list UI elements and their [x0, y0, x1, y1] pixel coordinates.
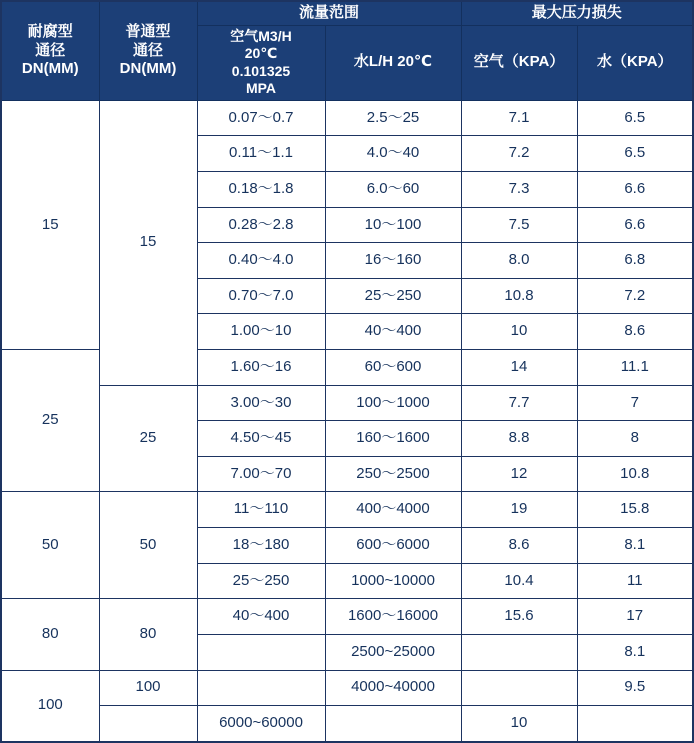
air-pressure-cell: 12 — [461, 456, 577, 492]
table-row — [1, 670, 693, 706]
normal-dn-cell: 100 — [99, 670, 197, 706]
air-flow-cell — [197, 634, 325, 670]
header-row-top — [1, 1, 693, 25]
water-flow-cell: 2.5～25 — [325, 100, 461, 136]
normal-dn-cell: 15 — [99, 100, 197, 385]
air-pressure-cell — [325, 706, 461, 742]
air-flow-cell: 1.60～16 — [197, 350, 325, 386]
header-normal-dn — [99, 1, 197, 100]
table-row — [1, 100, 693, 136]
air-flow-cell: 7.00～70 — [197, 456, 325, 492]
table-row — [1, 385, 693, 421]
air-flow-cell: 0.40～4.0 — [197, 243, 325, 279]
water-flow-cell: 25～250 — [325, 278, 461, 314]
header-group-max-pressure-loss: 最大压力损失 — [461, 1, 693, 25]
normal-dn-cell: 50 — [99, 492, 197, 599]
air-flow-cell: 1.00～10 — [197, 314, 325, 350]
air-flow-cell: 3.00～30 — [197, 385, 325, 421]
air-flow-cell — [197, 670, 325, 706]
header-normal-line-2: 通径 — [132, 41, 163, 59]
water-pressure-cell: 9.5 — [577, 670, 693, 706]
water-pressure-cell: 7.2 — [577, 278, 693, 314]
air-flow-cell: 0.70～7.0 — [197, 278, 325, 314]
water-flow-cell: 1600～16000 — [325, 599, 461, 635]
normal-dn-cell: 25 — [99, 385, 197, 492]
water-flow-cell: 10～100 — [325, 207, 461, 243]
table-row — [1, 492, 693, 528]
water-flow-cell: 6000~60000 — [197, 706, 325, 742]
water-flow-cell: 4000~40000 — [325, 670, 461, 706]
table-header — [1, 1, 693, 100]
water-flow-cell: 6.0～60 — [325, 171, 461, 207]
air-pressure-cell: 10.4 — [461, 563, 577, 599]
air-flow-cell: 25～250 — [197, 563, 325, 599]
table-body — [1, 100, 693, 742]
air-pressure-cell: 15.6 — [461, 599, 577, 635]
header-air-pressure: 空气（KPA） — [461, 25, 577, 100]
water-pressure-cell: 6.8 — [577, 243, 693, 279]
water-flow-cell: 60～600 — [325, 350, 461, 386]
corrosion-dn-cell: 25 — [1, 350, 99, 492]
water-flow-cell: 600～6000 — [325, 528, 461, 564]
water-pressure-cell: 11 — [577, 563, 693, 599]
air-pressure-cell — [461, 634, 577, 670]
water-flow-cell: 400～4000 — [325, 492, 461, 528]
air-flow-cell: 0.28～2.8 — [197, 207, 325, 243]
normal-dn-cell: 80 — [99, 599, 197, 670]
header-group-flow-range: 流量范围 — [197, 1, 461, 25]
water-flow-cell: 250～2500 — [325, 456, 461, 492]
air-flow-cell: 0.07～0.7 — [197, 100, 325, 136]
water-pressure-cell: 8.1 — [577, 634, 693, 670]
air-pressure-cell: 7.7 — [461, 385, 577, 421]
air-flow-cell: 40～400 — [197, 599, 325, 635]
air-pressure-cell: 7.5 — [461, 207, 577, 243]
air-pressure-cell — [461, 670, 577, 706]
header-normal-line-3: DN(MM) — [119, 60, 177, 78]
corrosion-dn-cell: 15 — [1, 100, 99, 349]
header-air-flow-line-2: 20℃ — [244, 45, 278, 62]
corrosion-dn-cell: 50 — [1, 492, 99, 599]
air-pressure-cell: 14 — [461, 350, 577, 386]
header-air-flow — [197, 25, 325, 100]
water-pressure-cell: 8 — [577, 421, 693, 457]
water-pressure-cell: 10.8 — [577, 456, 693, 492]
corrosion-dn-cell: 80 — [1, 599, 99, 670]
air-flow-cell: 18～180 — [197, 528, 325, 564]
header-corrosion-dn — [1, 1, 99, 100]
water-pressure-cell: 8.6 — [577, 314, 693, 350]
air-flow-cell: 11～110 — [197, 492, 325, 528]
header-air-flow-line-1: 空气M3/H — [230, 27, 292, 44]
water-pressure-cell: 6.5 — [577, 136, 693, 172]
header-water-flow: 水L/H 20℃ — [325, 25, 461, 100]
table-row — [1, 599, 693, 635]
air-flow-cell: 4.50～45 — [197, 421, 325, 457]
water-flow-cell: 40～400 — [325, 314, 461, 350]
header-air-flow-line-4: MPA — [245, 80, 277, 97]
air-flow-cell: 0.11～1.1 — [197, 136, 325, 172]
table-row — [1, 706, 693, 742]
air-pressure-cell: 10.8 — [461, 278, 577, 314]
header-corrosion-line-3: DN(MM) — [21, 60, 79, 78]
corrosion-dn-cell: 100 — [1, 670, 99, 742]
water-pressure-cell: 6.6 — [577, 207, 693, 243]
water-flow-cell: 2500~25000 — [325, 634, 461, 670]
water-pressure-cell: 7 — [577, 385, 693, 421]
water-pressure-cell: 6.5 — [577, 100, 693, 136]
air-flow-cell — [99, 706, 197, 742]
water-flow-cell: 4.0～40 — [325, 136, 461, 172]
header-normal-line-1: 普通型 — [125, 22, 171, 40]
water-flow-cell: 16～160 — [325, 243, 461, 279]
water-flow-cell: 1000~10000 — [325, 563, 461, 599]
air-pressure-cell: 10 — [461, 314, 577, 350]
air-pressure-cell: 8.0 — [461, 243, 577, 279]
water-flow-cell: 160～1600 — [325, 421, 461, 457]
air-pressure-cell: 7.2 — [461, 136, 577, 172]
header-water-pressure: 水（KPA） — [577, 25, 693, 100]
air-pressure-cell: 7.3 — [461, 171, 577, 207]
water-flow-cell: 100～1000 — [325, 385, 461, 421]
air-flow-cell: 0.18～1.8 — [197, 171, 325, 207]
air-pressure-cell: 8.6 — [461, 528, 577, 564]
header-air-flow-line-3: 0.101325 — [231, 62, 291, 79]
water-pressure-cell: 11.1 — [577, 350, 693, 386]
air-pressure-cell: 19 — [461, 492, 577, 528]
water-pressure-cell: 15.8 — [577, 492, 693, 528]
header-corrosion-line-2: 通径 — [35, 41, 66, 59]
air-pressure-cell: 8.8 — [461, 421, 577, 457]
water-pressure-cell: 6.6 — [577, 171, 693, 207]
header-corrosion-line-1: 耐腐型 — [27, 22, 73, 40]
water-pressure-cell: 17 — [577, 599, 693, 635]
air-pressure-cell: 7.1 — [461, 100, 577, 136]
water-pressure-cell: 8.1 — [577, 528, 693, 564]
water-pressure-cell: 10 — [461, 706, 577, 742]
